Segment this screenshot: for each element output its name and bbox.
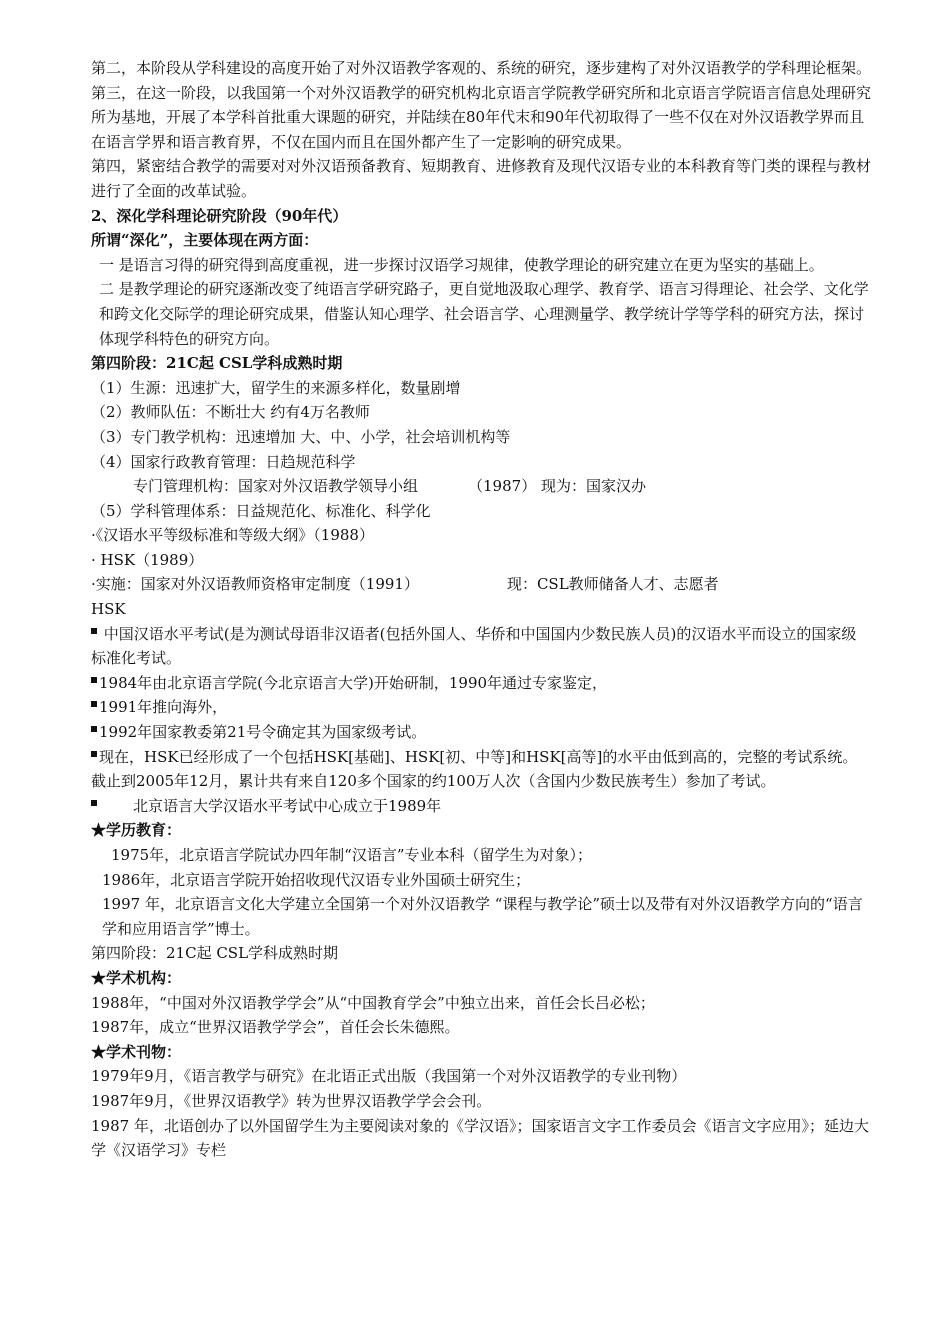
management-current: （1987） 现为：国家汉办 [468, 477, 646, 496]
edu-1997: 1997 年，北京语言文化大学建立全国第一个对外汉语教学 “课程与教学论”硕士以及带有对外汉语教学方向的“语言学和应用语言学”博士。 [102, 895, 863, 938]
section-heading-deepening: 2、深化学科理论研究阶段（90年代） [91, 206, 348, 225]
heading-academic-journals: ★学术刊物： [91, 1042, 182, 1061]
bullet-center [91, 794, 871, 819]
management-line [91, 474, 871, 499]
stage-four-heading: 第四阶段：21C起 CSL学科成熟时期 [91, 354, 343, 373]
item-teachers: （2）教师队伍：不断壮大 约有4万名教师 [91, 403, 370, 422]
edu-1975: 1975年，北京语言学院试办四年制“汉语言”专业本科（留学生为对象）； [111, 846, 593, 864]
square-bullet-icon [91, 751, 97, 757]
implementation-text: ·实施：国家对外汉语教师资格审定制度（1991） [91, 575, 419, 594]
hsk-label: HSK [91, 600, 126, 619]
inst-1988: 1988年，“中国对外汉语教学学会”从“中国教育学会”中独立出来，首任会长吕必松； [91, 993, 655, 1012]
square-bullet-icon [91, 800, 97, 806]
item-discipline-system: （5）学科管理体系：日益规范化、标准化、科学化 [91, 501, 431, 520]
paragraph-second: 第二，本阶段从学科建设的高度开始了对外汉语教学客观的、系统的研究，逐步建构了对外汉语教学的学科理论框架。 [91, 59, 872, 77]
implementation-line [91, 572, 871, 597]
dot-hsk: · HSK（1989） [91, 550, 204, 569]
bullet-1984 [91, 671, 871, 696]
item-students: （1）生源：迅速扩大，留学生的来源多样化，数量剧增 [91, 378, 461, 397]
implementation-current: 现：CSL教师储备人才、志愿者 [506, 575, 719, 594]
bullet-hsk-definition [91, 622, 871, 671]
bullet-text: 1984年由北京语言学院(今北京语言大学)开始研制，1990年通过专家鉴定， [99, 673, 608, 692]
dot-standard: ·《汉语水平等级标准和等级大纲》（1988） [91, 526, 374, 545]
bullet-text: 中国汉语水平考试(是为测试母语非汉语者(包括外国人、华侨和中国国内少数民族人员)的汉语水平而设立的国家级标准化考试。 [91, 624, 857, 668]
management-org: 专门管理机构：国家对外汉语教学领导小组 [133, 477, 419, 496]
aspect-two: 二 是教学理论的研究逐渐改变了纯语言学研究路子，更自觉地汲取心理学、教育学、语言习得理论、社会学、文化学和跨文化交际学的理论研究成果，借鉴认知心理学、社会语言学、心理测量学、教学统计学等学科的研究方法，探讨体现学科特色的研究方向。 [99, 280, 869, 348]
paragraph-fourth: 第四，紧密结合教学的需要对对外汉语预备教育、短期教育、进修教育及现代汉语专业的本科教育等门类的课程与教材进行了全面的改革试验。 [91, 157, 872, 200]
bullet-current [91, 745, 871, 794]
bullet-text: 现在，HSK已经形成了一个包括HSK[基础]、HSK[初、中等]和HSK[高等]的水平由低到高的，完整的考试系统。截止到2005年12月，累计共有来自120多个国家的约100万人次（含国内少数民族考生）参加了考试。 [91, 747, 858, 791]
subheading-two-aspects: 所谓“深化”，主要体现在两方面： [91, 231, 319, 250]
aspect-one: 一 是语言习得的研究得到高度重视，进一步探讨汉语学习规律，使教学理论的研究建立在更为坚实的基础上。 [99, 255, 824, 274]
bullet-text: 1991年推向海外， [99, 698, 228, 717]
inst-1987: 1987年，成立“世界汉语教学学会”，首任会长朱德熙。 [91, 1018, 460, 1037]
heading-academic-institutions: ★学术机构： [91, 968, 182, 987]
journal-1987: 1987 年，北语创办了以外国留学生为主要阅读对象的《学汉语》；国家语言文字工作委员会《语言文字应用》；延边大学《汉语学习》专栏 [91, 1116, 869, 1160]
bullet-1992 [91, 720, 871, 745]
stage-four-repeat: 第四阶段：21C起 CSL学科成熟时期 [91, 944, 339, 963]
document-page [91, 56, 871, 1163]
square-bullet-icon [91, 628, 97, 634]
bullet-text: 1992年国家教委第21号令确定其为国家级考试。 [99, 723, 427, 742]
paragraph-third: 第三，在这一阶段，以我国第一个对外汉语教学的研究机构北京语言学院教学研究所和北京语言学院语言信息处理研究所为基地，开展了本学科首批重大课题的研究，并陆续在80年代末和90年代初取得了一些不仅在对外汉语教学界而且在语言学界和语言教育界，不仅在国内而且在国外都产生了一定影响的研究成果。 [91, 83, 872, 151]
bullet-1991 [91, 695, 871, 720]
square-bullet-icon [91, 726, 97, 732]
journal-1987-sep: 1987年9月，《世界汉语教学》转为世界汉语教学学会会刊。 [91, 1091, 492, 1110]
bullet-text: 北京语言大学汉语水平考试中心成立于1989年 [133, 796, 442, 815]
square-bullet-icon [91, 701, 97, 707]
journal-1979: 1979年9月，《语言教学与研究》在北语正式出版（我国第一个对外汉语教学的专业刊物） [91, 1067, 687, 1086]
heading-degree-education: ★学历教育： [91, 821, 182, 840]
item-institutions: （3）专门教学机构：迅速增加 大、中、小学，社会培训机构等 [91, 427, 511, 446]
square-bullet-icon [91, 677, 97, 683]
edu-1986: 1986年，北京语言学院开始招收现代汉语专业外国硕士研究生； [102, 870, 531, 889]
item-administration: （4）国家行政教育管理：日趋规范科学 [91, 452, 356, 471]
